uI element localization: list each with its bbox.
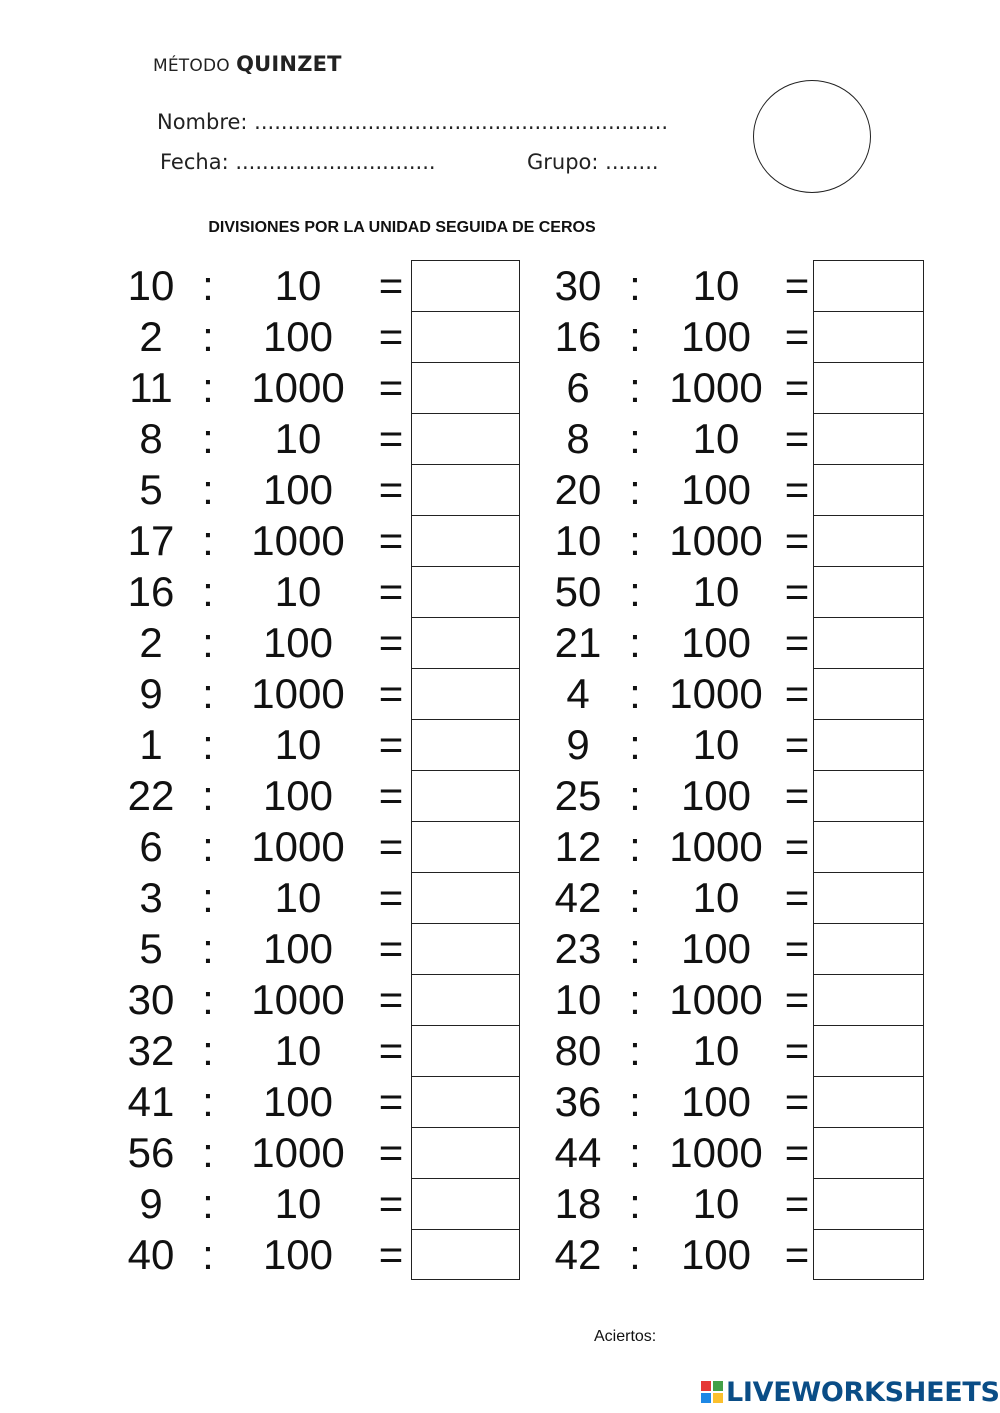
dividend: 8	[566, 415, 590, 462]
dividend: 8	[139, 415, 163, 462]
divisor: 10	[692, 1180, 740, 1227]
divide-sign: :	[629, 262, 641, 309]
divide-sign: :	[202, 670, 214, 717]
dividend: 40	[127, 1231, 175, 1278]
equals-sign: =	[378, 568, 404, 615]
answer-box[interactable]	[813, 566, 924, 618]
equals-sign: =	[378, 1180, 404, 1227]
answer-box[interactable]	[411, 821, 520, 873]
answer-box[interactable]	[813, 515, 924, 567]
group-field: Grupo: ........	[527, 150, 659, 174]
answer-box[interactable]	[411, 974, 520, 1026]
divisor: 10	[274, 415, 322, 462]
worksheet-subtitle: DIVISIONES POR LA UNIDAD SEGUIDA DE CEROS	[208, 219, 596, 236]
dividend: 10	[127, 262, 175, 309]
divisor: 1000	[251, 364, 345, 411]
equals-sign: =	[378, 1231, 404, 1278]
dividend: 9	[139, 670, 163, 717]
dividend: 41	[127, 1078, 175, 1125]
name-field: Nombre: ..............................................................	[157, 110, 669, 134]
divide-sign: :	[202, 262, 214, 309]
divisor: 10	[274, 1027, 322, 1074]
divisor: 100	[680, 619, 752, 666]
dividend: 2	[139, 313, 163, 360]
divide-sign: :	[202, 364, 214, 411]
equals-sign: =	[784, 823, 810, 870]
divisor: 10	[274, 568, 322, 615]
dividend: 80	[554, 1027, 602, 1074]
dividend: 5	[139, 466, 163, 513]
dividend: 16	[127, 568, 175, 615]
dividend: 25	[554, 772, 602, 819]
divisor: 10	[692, 721, 740, 768]
answer-box[interactable]	[411, 413, 520, 465]
equals-sign: =	[378, 364, 404, 411]
divide-sign: :	[202, 976, 214, 1023]
divisor: 100	[680, 925, 752, 972]
divisor: 100	[262, 1231, 334, 1278]
answer-box[interactable]	[813, 413, 924, 465]
divide-sign: :	[629, 1231, 641, 1278]
divisor: 1000	[251, 976, 345, 1023]
divide-sign: :	[629, 619, 641, 666]
equals-sign: =	[378, 670, 404, 717]
answer-box[interactable]	[411, 1178, 520, 1230]
divide-sign: :	[202, 619, 214, 666]
divisor: 100	[262, 313, 334, 360]
divisor: 10	[692, 262, 740, 309]
equals-sign: =	[784, 721, 810, 768]
dividend: 11	[129, 364, 173, 411]
divide-sign: :	[202, 772, 214, 819]
dividend: 6	[566, 364, 590, 411]
divisor: 10	[274, 721, 322, 768]
equals-sign: =	[784, 976, 810, 1023]
answer-box[interactable]	[411, 872, 520, 924]
divide-sign: :	[629, 721, 641, 768]
divisor: 1000	[669, 517, 763, 564]
equals-sign: =	[784, 1027, 810, 1074]
dividend: 9	[139, 1180, 163, 1227]
answer-box[interactable]	[813, 362, 924, 414]
divisor: 1000	[251, 517, 345, 564]
answer-box[interactable]	[411, 1076, 520, 1128]
dividend: 1	[139, 721, 163, 768]
divisor: 1000	[251, 823, 345, 870]
divisor: 1000	[251, 670, 345, 717]
equals-sign: =	[378, 517, 404, 564]
divisor: 100	[680, 1078, 752, 1125]
answer-box[interactable]	[411, 1025, 520, 1077]
dividend: 32	[127, 1027, 175, 1074]
answer-box[interactable]	[813, 311, 924, 363]
answer-box[interactable]	[411, 464, 520, 516]
liveworksheets-logo-icon	[700, 1380, 724, 1404]
divide-sign: :	[629, 466, 641, 513]
divide-sign: :	[629, 670, 641, 717]
equals-sign: =	[784, 1231, 810, 1278]
dividend: 3	[139, 874, 163, 921]
method-name: QUINZET	[236, 52, 342, 76]
answer-box[interactable]	[411, 1229, 520, 1280]
answer-box[interactable]	[813, 719, 924, 771]
divide-sign: :	[629, 313, 641, 360]
answer-box[interactable]	[813, 260, 924, 312]
answer-box[interactable]	[411, 566, 520, 618]
equals-sign: =	[378, 874, 404, 921]
equals-sign: =	[784, 262, 810, 309]
divide-sign: :	[202, 313, 214, 360]
divide-sign: :	[629, 874, 641, 921]
equals-sign: =	[378, 1129, 404, 1176]
dividend: 36	[554, 1078, 602, 1125]
dividend: 6	[139, 823, 163, 870]
dividend: 21	[554, 619, 602, 666]
answer-box[interactable]	[813, 821, 924, 873]
divide-sign: :	[629, 415, 641, 462]
answer-box[interactable]	[411, 515, 520, 567]
divide-sign: :	[629, 1180, 641, 1227]
score-circle	[753, 80, 871, 193]
answer-box[interactable]	[411, 668, 520, 720]
dividend: 42	[554, 1231, 602, 1278]
equals-sign: =	[378, 415, 404, 462]
dividend: 50	[554, 568, 602, 615]
equals-sign: =	[784, 925, 810, 972]
equals-sign: =	[784, 1180, 810, 1227]
divide-sign: :	[202, 925, 214, 972]
divide-sign: :	[202, 1078, 214, 1125]
divide-sign: :	[202, 568, 214, 615]
equals-sign: =	[378, 262, 404, 309]
equals-sign: =	[784, 619, 810, 666]
dividend: 12	[554, 823, 602, 870]
divisor: 100	[680, 772, 752, 819]
answer-box[interactable]	[813, 464, 924, 516]
divisor: 10	[274, 874, 322, 921]
equals-sign: =	[784, 415, 810, 462]
date-field: Fecha: ..............................	[160, 150, 436, 174]
dividend: 9	[566, 721, 590, 768]
divisor: 100	[262, 772, 334, 819]
divisor: 1000	[669, 823, 763, 870]
dividend: 4	[566, 670, 590, 717]
divide-sign: :	[202, 874, 214, 921]
method-prefix: MÉTODO	[153, 56, 230, 76]
dividend: 30	[127, 976, 175, 1023]
equals-sign: =	[784, 466, 810, 513]
divisor: 1000	[669, 976, 763, 1023]
divide-sign: :	[629, 568, 641, 615]
equals-sign: =	[378, 772, 404, 819]
divisor: 10	[274, 1180, 322, 1227]
answer-box[interactable]	[411, 1127, 520, 1179]
dividend: 22	[127, 772, 175, 819]
equals-sign: =	[784, 1078, 810, 1125]
divisor: 10	[692, 568, 740, 615]
dividend: 10	[554, 976, 602, 1023]
divisor: 1000	[669, 364, 763, 411]
divide-sign: :	[202, 517, 214, 564]
divide-sign: :	[629, 364, 641, 411]
divisor: 1000	[251, 1129, 345, 1176]
answer-box[interactable]	[411, 719, 520, 771]
dividend: 44	[554, 1129, 602, 1176]
method-title	[153, 52, 342, 76]
divide-sign: :	[202, 823, 214, 870]
divisor: 100	[680, 1231, 752, 1278]
equals-sign: =	[784, 517, 810, 564]
answer-box[interactable]	[813, 974, 924, 1026]
divisor: 100	[262, 619, 334, 666]
divisor: 100	[262, 466, 334, 513]
divide-sign: :	[629, 1129, 641, 1176]
divisor: 100	[680, 313, 752, 360]
equals-sign: =	[378, 1027, 404, 1074]
divide-sign: :	[202, 415, 214, 462]
answer-box[interactable]	[411, 617, 520, 669]
divide-sign: :	[202, 1180, 214, 1227]
equals-sign: =	[784, 772, 810, 819]
equals-sign: =	[378, 466, 404, 513]
equals-sign: =	[784, 1129, 810, 1176]
divisor: 10	[692, 1027, 740, 1074]
dividend: 16	[554, 313, 602, 360]
dividend: 5	[139, 925, 163, 972]
dividend: 18	[554, 1180, 602, 1227]
answer-box[interactable]	[411, 260, 520, 312]
equals-sign: =	[378, 721, 404, 768]
divisor: 100	[680, 466, 752, 513]
divisor: 1000	[669, 670, 763, 717]
divide-sign: :	[202, 1129, 214, 1176]
answer-box[interactable]	[813, 668, 924, 720]
answer-box[interactable]	[813, 1076, 924, 1128]
equals-sign: =	[378, 976, 404, 1023]
divide-sign: :	[629, 1078, 641, 1125]
answer-box[interactable]	[813, 1025, 924, 1077]
equals-sign: =	[784, 874, 810, 921]
dividend: 42	[554, 874, 602, 921]
brand-name: LIVEWORKSHEETS	[726, 1376, 1000, 1408]
divide-sign: :	[202, 1027, 214, 1074]
divide-sign: :	[629, 976, 641, 1023]
equals-sign: =	[784, 313, 810, 360]
equals-sign: =	[784, 568, 810, 615]
divide-sign: :	[629, 772, 641, 819]
divisor: 100	[262, 925, 334, 972]
answer-box[interactable]	[411, 770, 520, 822]
divide-sign: :	[202, 721, 214, 768]
dividend: 17	[127, 517, 175, 564]
equals-sign: =	[784, 670, 810, 717]
dividend: 2	[139, 619, 163, 666]
answer-box[interactable]	[411, 362, 520, 414]
equals-sign: =	[378, 619, 404, 666]
divide-sign: :	[629, 823, 641, 870]
answer-box[interactable]	[813, 1229, 924, 1280]
answer-box[interactable]	[813, 770, 924, 822]
answer-box[interactable]	[813, 923, 924, 975]
divisor: 10	[692, 415, 740, 462]
divisor: 1000	[669, 1129, 763, 1176]
divisor: 10	[692, 874, 740, 921]
dividend: 23	[554, 925, 602, 972]
answer-box[interactable]	[813, 1127, 924, 1179]
brand-logo	[700, 1374, 1000, 1410]
dividend: 10	[554, 517, 602, 564]
divide-sign: :	[629, 925, 641, 972]
score-label: Aciertos:	[594, 1328, 657, 1345]
equals-sign: =	[784, 364, 810, 411]
divide-sign: :	[202, 1231, 214, 1278]
answer-box[interactable]	[813, 872, 924, 924]
answer-box[interactable]	[411, 923, 520, 975]
divide-sign: :	[629, 1027, 641, 1074]
answer-box[interactable]	[813, 1178, 924, 1230]
dividend: 56	[127, 1129, 175, 1176]
answer-box[interactable]	[411, 311, 520, 363]
divisor: 10	[274, 262, 322, 309]
divisor: 100	[262, 1078, 334, 1125]
answer-box[interactable]	[813, 617, 924, 669]
equals-sign: =	[378, 313, 404, 360]
dividend: 30	[554, 262, 602, 309]
divide-sign: :	[629, 517, 641, 564]
divide-sign: :	[202, 466, 214, 513]
equals-sign: =	[378, 1078, 404, 1125]
dividend: 20	[554, 466, 602, 513]
equals-sign: =	[378, 823, 404, 870]
equals-sign: =	[378, 925, 404, 972]
